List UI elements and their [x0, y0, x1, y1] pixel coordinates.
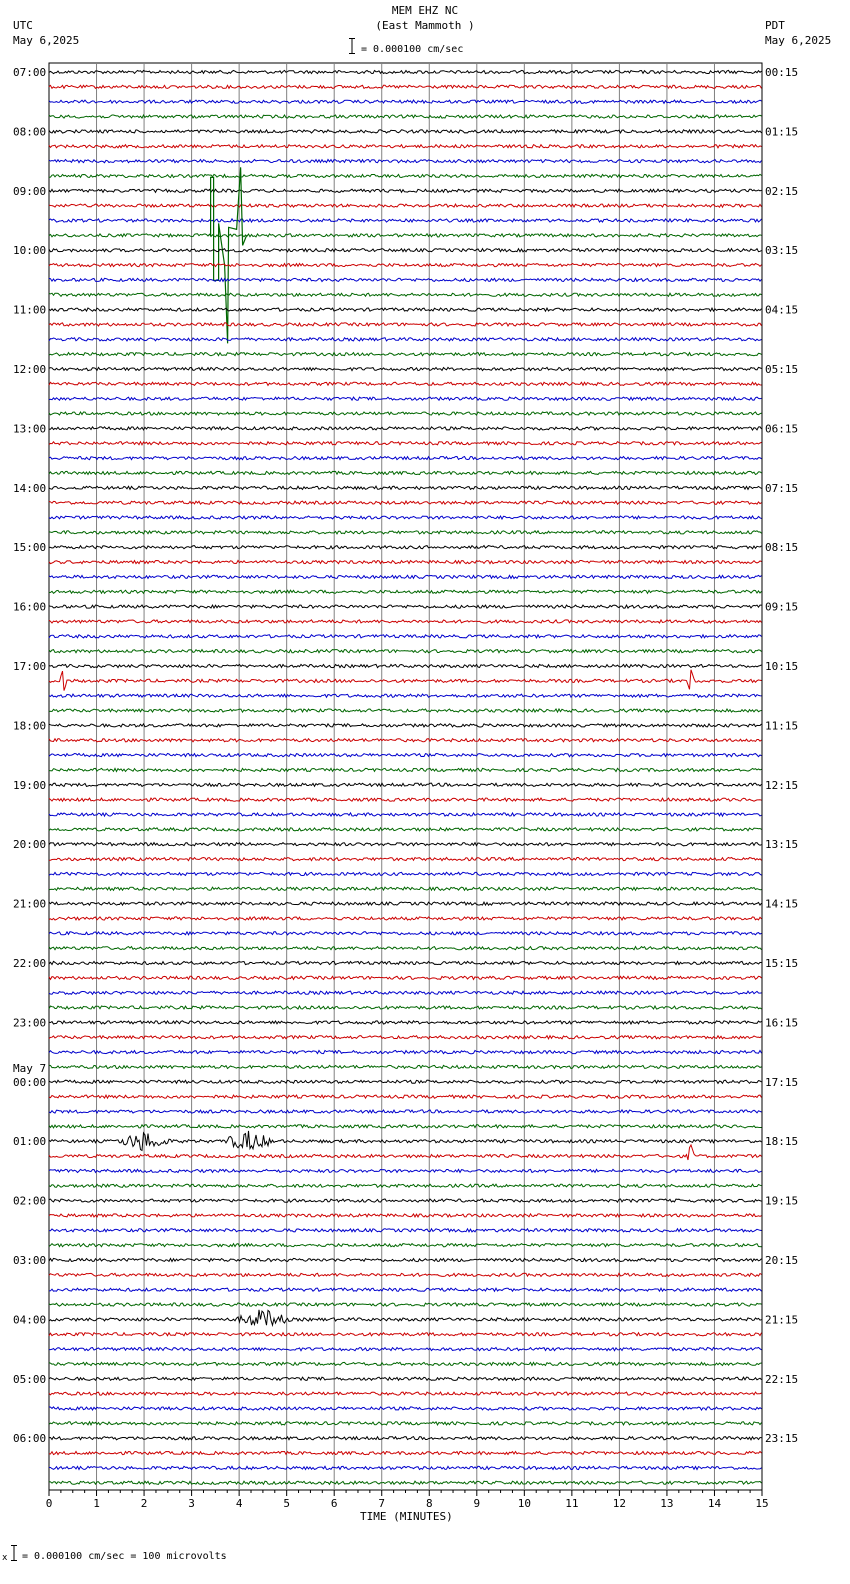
trace-line [49, 1006, 762, 1009]
trace-line [49, 1065, 762, 1068]
right-hour-label: 23:15 [765, 1432, 799, 1446]
left-timezone: UTC [13, 19, 33, 32]
trace-line [49, 1481, 762, 1484]
trace-line [49, 1437, 762, 1440]
x-tick-label: 8 [425, 1497, 433, 1510]
trace-line [49, 858, 762, 861]
trace-line [49, 932, 762, 935]
trace-line [49, 754, 762, 757]
trace-line [49, 501, 762, 504]
trace-line [49, 219, 762, 222]
x-tick-label: 4 [235, 1497, 243, 1510]
trace-line [49, 1080, 762, 1083]
trace-line [49, 1422, 762, 1425]
trace-line [49, 249, 762, 252]
trace-line [49, 471, 762, 474]
footer-scale-prefix: x [2, 1553, 8, 1563]
trace-line [49, 100, 762, 103]
trace-line [49, 798, 762, 801]
trace-line [49, 947, 762, 950]
trace-line [49, 174, 762, 177]
trace-line [49, 635, 762, 638]
left-hour-label: 13:00 [13, 422, 47, 436]
left-hour-label: 01:00 [13, 1135, 47, 1149]
right-hour-label: 14:15 [765, 897, 799, 911]
trace-line [49, 1145, 762, 1160]
trace-line [49, 1273, 762, 1276]
right-hour-label: 16:15 [765, 1016, 799, 1030]
trace-line [49, 1110, 762, 1113]
left-hour-label: 00:00 [13, 1075, 47, 1089]
right-hour-label: 22:15 [765, 1372, 799, 1386]
trace-line [49, 189, 762, 192]
right-timezone: PDT [765, 19, 785, 32]
trace-line [49, 1377, 762, 1380]
trace-line [49, 1021, 762, 1024]
left-hour-label: 02:00 [13, 1194, 47, 1208]
x-tick-label: 6 [330, 1497, 338, 1510]
right-hour-label: 04:15 [765, 303, 799, 317]
trace-line [49, 1036, 762, 1039]
right-hour-label: 18:15 [765, 1135, 799, 1149]
left-hour-label: 09:00 [13, 184, 47, 198]
left-hour-label: 17:00 [13, 660, 47, 673]
calibration-pulse [211, 167, 247, 343]
trace-line [49, 85, 762, 88]
trace-line [49, 917, 762, 920]
left-hour-label: 21:00 [13, 897, 47, 911]
right-hour-label: 20:15 [765, 1254, 799, 1267]
trace-line [49, 1452, 762, 1455]
trace-line [49, 1303, 762, 1306]
right-hour-label: 01:15 [765, 125, 799, 139]
trace-line [49, 739, 762, 742]
trace-line [49, 1214, 762, 1217]
station-location: (East Mammoth ) [375, 19, 475, 32]
date-change-label: May 7 [13, 1061, 47, 1075]
left-date: May 6,2025 [13, 34, 80, 47]
trace-line [49, 367, 762, 370]
trace-line [49, 1258, 762, 1261]
x-tick-label: 2 [140, 1497, 148, 1510]
trace-line [49, 887, 762, 890]
trace-line [49, 70, 762, 73]
x-tick-label: 14 [707, 1497, 722, 1510]
right-hour-label: 03:15 [765, 244, 799, 258]
x-tick-label: 5 [283, 1497, 290, 1510]
right-hour-label: 05:15 [765, 363, 799, 376]
trace-line [49, 145, 762, 148]
x-axis-label: TIME (MINUTES) [360, 1510, 453, 1523]
right-date: May 6,2025 [765, 34, 832, 47]
left-hour-label: 12:00 [13, 363, 47, 376]
trace-line [49, 1131, 762, 1151]
right-hour-label: 07:15 [765, 481, 799, 495]
right-hour-label: 02:15 [765, 184, 799, 198]
trace-layer [49, 70, 762, 1484]
right-hour-label: 21:15 [765, 1313, 799, 1327]
right-hour-label: 10:15 [765, 660, 799, 673]
trace-line [49, 1288, 762, 1291]
left-hour-label: 03:00 [13, 1254, 47, 1267]
trace-line [49, 670, 762, 691]
trace-line [49, 991, 762, 994]
trace-line [49, 872, 762, 875]
left-hour-label: 22:00 [13, 957, 47, 970]
trace-line [49, 457, 762, 460]
left-hour-label: 16:00 [13, 600, 47, 614]
trace-line [49, 724, 762, 727]
trace-line [49, 620, 762, 623]
trace-line [49, 976, 762, 979]
trace-line [49, 234, 762, 237]
x-tick-label: 7 [378, 1497, 386, 1510]
left-hour-label: 18:00 [13, 719, 47, 733]
footer-scale-icon [11, 1545, 17, 1561]
trace-line [49, 382, 762, 385]
left-hour-label: 07:00 [13, 66, 47, 79]
trace-line [49, 650, 762, 653]
trace-line [49, 516, 762, 519]
left-hour-label: 23:00 [13, 1016, 47, 1030]
trace-line [49, 531, 762, 534]
left-hour-label: 06:00 [13, 1432, 47, 1446]
x-tick-label: 1 [93, 1497, 100, 1510]
trace-line [49, 278, 762, 281]
trace-line [49, 783, 762, 786]
trace-line [49, 130, 762, 133]
trace-line [49, 204, 762, 207]
trace-line [49, 843, 762, 846]
trace-line [49, 1333, 762, 1336]
trace-line [49, 813, 762, 816]
right-hour-label: 12:15 [765, 778, 799, 792]
trace-line [49, 486, 762, 489]
trace-line [49, 1407, 762, 1410]
trace-line [49, 605, 762, 608]
trace-line [49, 1184, 762, 1187]
time-axis [46, 1490, 769, 1510]
right-hour-label: 00:15 [765, 66, 799, 79]
trace-line [49, 442, 762, 445]
trace-line [49, 561, 762, 564]
right-hour-label: 08:15 [765, 541, 799, 555]
trace-line [49, 427, 762, 430]
x-tick-label: 12 [612, 1497, 627, 1510]
trace-line [49, 323, 762, 326]
trace-line [49, 115, 762, 118]
left-hour-label: 11:00 [13, 303, 47, 317]
trace-line [49, 412, 762, 415]
x-tick-label: 3 [188, 1497, 195, 1510]
trace-line [49, 546, 762, 549]
trace-line [49, 709, 762, 712]
x-tick-label: 0 [45, 1497, 53, 1510]
x-tick-label: 10 [517, 1497, 531, 1510]
left-hour-label: 20:00 [13, 838, 47, 852]
left-hour-label: 14:00 [13, 481, 47, 495]
left-hour-label: 19:00 [13, 778, 47, 792]
right-hour-label: 19:15 [765, 1194, 799, 1208]
trace-line [49, 768, 762, 771]
trace-line [49, 575, 762, 578]
trace-line [49, 160, 762, 163]
trace-line [49, 1125, 762, 1128]
trace-line [49, 1466, 762, 1469]
x-tick-label: 15 [755, 1497, 769, 1510]
trace-line [49, 1169, 762, 1172]
trace-line [49, 1348, 762, 1351]
x-tick-label: 13 [660, 1497, 674, 1510]
trace-line [49, 1310, 762, 1325]
trace-line [49, 828, 762, 831]
right-hour-label: 09:15 [765, 600, 799, 614]
station-title: MEM EHZ NC [391, 4, 459, 17]
x-tick-label: 11 [565, 1497, 579, 1510]
left-hour-label: 05:00 [13, 1372, 47, 1386]
right-hour-label: 13:15 [765, 838, 799, 852]
x-tick-label: 9 [473, 1497, 481, 1510]
trace-line [49, 1095, 762, 1098]
trace-line [49, 1362, 762, 1365]
trace-line [49, 338, 762, 341]
trace-line [49, 961, 762, 964]
left-hour-label: 04:00 [13, 1313, 47, 1327]
right-hour-label: 11:15 [765, 719, 799, 733]
trace-line [49, 590, 762, 593]
trace-line [49, 1229, 762, 1232]
left-hour-label: 08:00 [13, 125, 47, 139]
trace-line [49, 664, 762, 667]
trace-line [49, 397, 762, 400]
trace-line [49, 293, 762, 296]
footer-scale-text: = 0.000100 cm/sec = 100 microvolts [22, 1551, 227, 1562]
right-hour-label: 06:15 [765, 422, 799, 436]
trace-line [49, 353, 762, 356]
scale-text: = 0.000100 cm/sec [361, 44, 464, 55]
trace-line [49, 1392, 762, 1395]
right-hour-label: 15:15 [765, 957, 799, 970]
trace-line [49, 264, 762, 267]
trace-line [49, 308, 762, 311]
trace-line [49, 1244, 762, 1247]
trace-line [49, 1051, 762, 1054]
left-hour-label: 10:00 [13, 244, 47, 258]
trace-line [49, 1199, 762, 1202]
trace-line [49, 902, 762, 905]
left-hour-label: 15:00 [13, 541, 47, 555]
right-hour-label: 17:15 [765, 1075, 799, 1089]
trace-line [49, 694, 762, 697]
